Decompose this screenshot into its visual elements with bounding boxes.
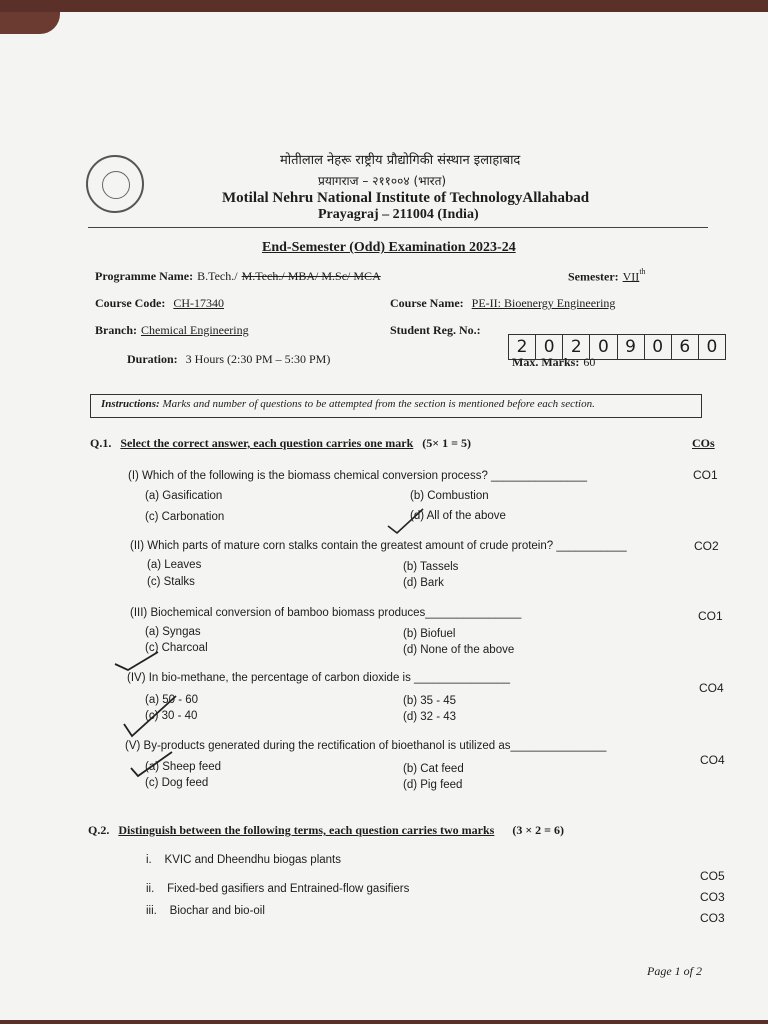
check-mark-icon [128,750,178,780]
reg-label: Student Reg. No.: [390,323,481,337]
option-c: (c) Charcoal [145,642,208,654]
semester-label: Semester: [568,269,619,284]
reg-digit: 6 [672,335,699,359]
option-c: (c) Carbonation [145,511,225,523]
question-1-2: (II) Which parts of mature corn stalks contain the greatest amount of crude protein? ___________ [130,540,627,552]
option-a: (a) 50 - 60 [145,694,199,706]
programme-struck: M.Tech./ MBA/ M.Sc/ MCA [241,269,381,283]
option-d: (d) Bark [403,577,444,589]
max-marks-value: 60 [583,355,596,369]
instructions-text: Marks and number of questions to be attempted from the section is mentioned before each section. [162,398,595,410]
option-a: (a) Leaves [147,559,202,571]
branch-label: Branch: [95,323,137,337]
co-2-3: CO3 [700,911,725,925]
option-b: (b) Biofuel [403,628,456,640]
q2-item-1 [146,854,341,866]
option-d: (d) Pig feed [403,779,463,791]
programme-value: B.Tech./ [197,269,238,283]
semester-sup: th [639,267,646,276]
institute-name: Motilal Nehru National Institute of TechnologyAllahabad [222,190,590,206]
q1-number: Q.1. [90,436,112,450]
q2-item-text: KVIC and Dheendhu biogas plants [164,854,341,866]
reg-digit: 9 [618,335,645,359]
semester-value: VII [622,269,640,284]
co-1-5: CO4 [700,753,725,767]
option-a: (a) Gasification [145,490,223,502]
q2-item-3 [146,905,265,917]
option-b: (b) Combustion [410,490,489,502]
programme-row [95,267,381,285]
course-code-row [95,294,224,312]
reg-digit: 0 [536,335,563,359]
branch-row [95,321,249,339]
option-c: (c) 30 - 40 [145,710,198,722]
max-marks-row [512,353,595,371]
co-1-2: CO2 [694,539,719,553]
option-b: (b) 35 - 45 [403,695,457,707]
reg-digit: 0 [645,335,672,359]
programme-label: Programme Name: [95,269,194,283]
co-1-3: CO1 [698,609,723,623]
course-code-label: Course Code: [95,296,166,310]
cos-header: COs [692,436,715,450]
reg-digit: 2 [509,335,536,359]
branch-value: Chemical Engineering [141,323,249,337]
co-2-1: CO5 [700,869,725,883]
q1-header [90,436,471,451]
q2-item-text: Fixed-bed gasifiers and Entrained-flow gasifiers [167,883,410,895]
reg-digit: 0 [590,335,617,359]
question-1-5: (V) By-products generated during the rectification of bioethanol is utilized as_______________ [125,740,607,752]
option-a: (a) Sheep feed [145,761,222,773]
q2-title: Distinguish between the following terms, each question carries two marks [118,823,495,837]
co-1-4: CO4 [699,681,724,695]
check-mark-icon [120,694,180,740]
option-c: (c) Dog feed [145,777,209,789]
exam-paper [0,12,768,1020]
q1-marks: (5× 1 = 5) [422,436,471,450]
option-b: (b) Tassels [403,561,459,573]
reg-digit: 2 [563,335,590,359]
option-d: (d) None of the above [403,644,515,656]
q2-item-text: Biochar and bio-oil [169,905,265,917]
duration-row [127,350,330,368]
option-d: (d) 32 - 43 [403,711,457,723]
q2-item-2 [146,883,409,895]
semester-row [568,267,646,285]
option-b: (b) Cat feed [403,763,464,775]
course-name-row [390,294,615,312]
institute-city-hindi: प्रयागराज – २११००४ (भारत) [318,174,447,188]
course-code-value: CH-17340 [173,296,224,310]
institute-city: Prayagraj – 211004 (India) [318,207,479,222]
page-corner [0,12,60,34]
page-number: Page 1 of 2 [647,964,702,978]
question-1-4: (IV) In bio-methane, the percentage of carbon dioxide is _______________ [127,672,510,684]
q2-item-number: iii. [146,905,157,917]
question-1-1: (I) Which of the following is the biomass chemical conversion process? _______________ [128,470,587,482]
q2-header [88,823,564,838]
option-a: (a) Syngas [145,626,201,638]
institute-logo [86,155,144,213]
co-2-2: CO3 [700,890,725,904]
exam-title: End-Semester (Odd) Examination 2023-24 [262,240,516,255]
q2-marks: (3 × 2 = 6) [512,823,564,837]
header-divider [88,227,708,228]
reg-digit: 0 [706,337,718,357]
check-mark-icon [112,646,162,674]
q2-item-number: i. [146,854,152,866]
course-name-value: PE-II: Bioenergy Engineering [471,296,616,310]
q1-title: Select the correct answer, each question carries one mark [120,436,414,450]
q2-item-number: ii. [146,883,155,895]
q2-number: Q.2. [88,823,110,837]
option-d: (d) All of the above [410,510,506,522]
instructions-label: Instructions: [101,398,160,410]
question-1-3: (III) Biochemical conversion of bamboo biomass produces_______________ [130,607,522,619]
duration-label: Duration: [127,352,178,366]
duration-value: 3 Hours (2:30 PM – 5:30 PM) [185,352,331,366]
instructions-box [90,394,702,418]
co-1-1: CO1 [693,468,718,482]
course-name-label: Course Name: [390,296,464,310]
max-marks-label: Max. Marks: [512,355,580,369]
institute-name-hindi: मोतीलाल नेहरू राष्ट्रीय प्रौद्योगिकी संस्थान इलाहाबाद [280,153,521,168]
check-mark-icon [385,506,427,536]
option-c: (c) Stalks [147,576,195,588]
